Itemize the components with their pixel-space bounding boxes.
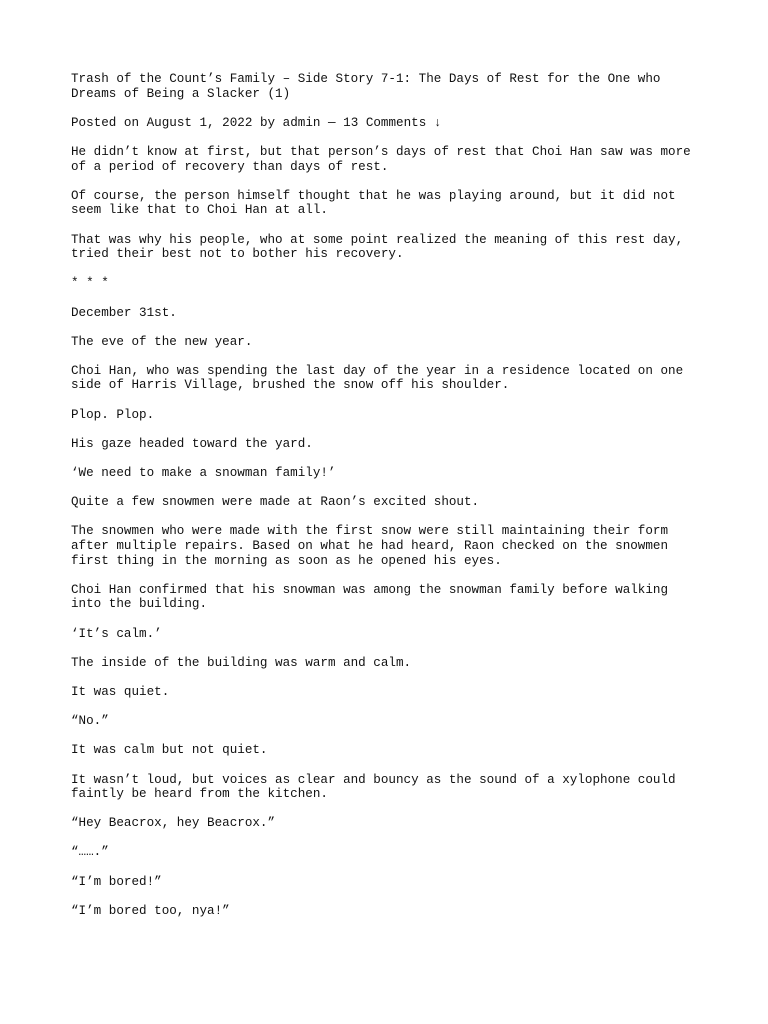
paragraph: “…….” [71,845,109,860]
paragraph: ‘It’s calm.’ [71,626,162,641]
paragraph: Of course, the person himself thought that he was playing around, but it did not seem like that to Choi Han at all. [71,188,676,218]
article [71,72,701,933]
scene-break: * * * [71,276,109,291]
paragraph: It wasn’t loud, but voices as clear and bouncy as the sound of a xylophone could faintly be heard from the kitchen. [71,772,676,802]
paragraph: Choi Han confirmed that his snowman was among the snowman family before walking into the building. [71,582,669,612]
paragraph: His gaze headed toward the yard. [71,436,313,451]
paragraph: ‘We need to make a snowman family!’ [71,466,336,481]
paragraph: Choi Han, who was spending the last day of the year in a residence located on one side of Harris Village, brushed the snow off his shoulder. [71,363,684,393]
paragraph: Plop. Plop. [71,407,155,422]
author-link[interactable]: admin [282,115,321,130]
by-label: by [259,115,276,130]
meta-separator: — [328,115,336,130]
post-date-link[interactable]: August 1, 2022 [146,115,253,130]
paragraph: The inside of the building was warm and calm. [71,655,412,670]
paragraph: It was calm but not quiet. [71,743,268,758]
comments-link[interactable]: 13 Comments ↓ [343,115,442,130]
paragraph: “I’m bored!” [71,874,162,889]
paragraph: Quite a few snowmen were made at Raon’s excited shout. [71,495,480,510]
paragraph: “I’m bored too, nya!” [71,903,230,918]
paragraph: The eve of the new year. [71,334,253,349]
paragraph: “Hey Beacrox, hey Beacrox.” [71,816,276,831]
article-title: Trash of the Count’s Family – Side Story 7-1: The Days of Rest for the One who Dreams of Being a Slacker (1) [71,72,661,101]
paragraph: December 31st. [71,305,177,320]
paragraph: “No.” [71,714,109,729]
paragraph: That was why his people, who at some point realized the meaning of this rest day, tried their best not to bother his recovery. [71,232,684,262]
post-meta [71,116,701,131]
paragraph: The snowmen who were made with the first snow were still maintaining their form after multiple repairs. Based on what he had heard, Raon checked on the snowmen first thing in the morning as soon as he opened his eyes. [71,524,669,568]
paragraph: It was quiet. [71,684,170,699]
posted-on-label: Posted on [71,115,140,130]
article-body [71,145,701,918]
paragraph: He didn’t know at first, but that person’s days of rest that Choi Han saw was more of a period of recovery than days of rest. [71,144,691,174]
